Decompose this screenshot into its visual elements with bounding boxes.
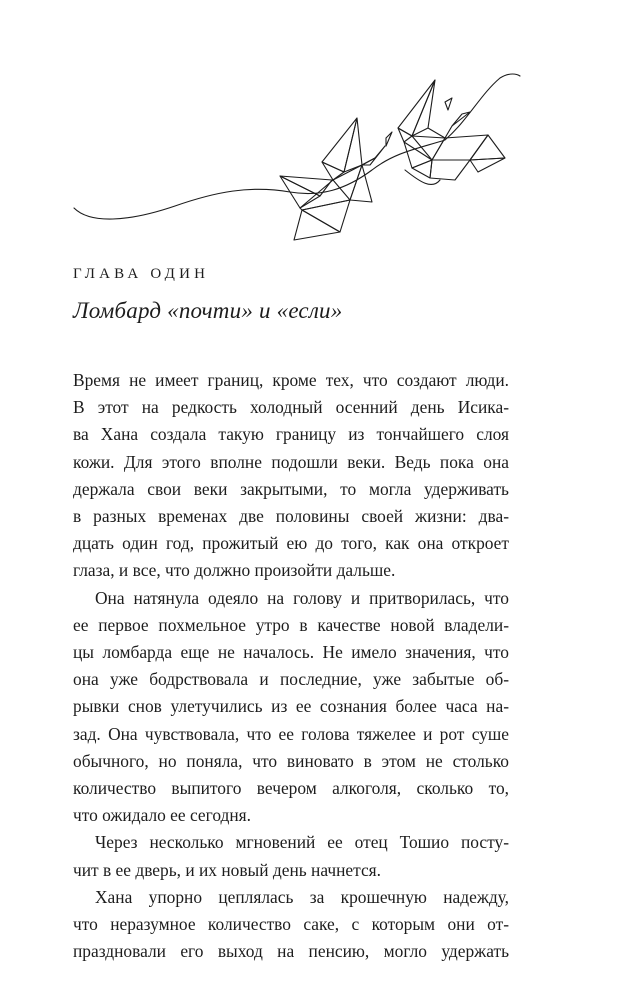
thread-tail — [405, 170, 440, 185]
text-line: она уже бодрствовала и последние, уже забытые об- — [73, 669, 509, 690]
paragraph — [73, 829, 509, 883]
text-line: рывки снов улетучились из ее сознания более часа на- — [73, 696, 509, 717]
text-line: Время не имеет границ, кроме тех, что создают люди. — [73, 370, 509, 390]
text-line: чит в ее дверь, и их новый день начнется. — [73, 859, 382, 880]
paragraph — [73, 367, 509, 585]
text-line: Хана упорно цеплялась за крошечную надежду, — [95, 886, 509, 907]
text-line: В этот на редкость холодный осенний день Исика- — [73, 397, 509, 418]
thread-line — [74, 74, 520, 219]
text-line: держала свои веки закрытыми, то могла удерживать — [73, 478, 509, 499]
text-line: обычного, но поняла, что виновато в этом не столько — [73, 750, 509, 771]
paragraph — [73, 884, 509, 966]
text-line: ва Хана создала такую границу из тончайшего слоя — [73, 424, 509, 445]
text-line: Через несколько мгновений ее отец Тошио посту- — [95, 832, 509, 853]
text-line: зад. Она чувствовала, что ее голова тяжелее и рот суше — [73, 723, 509, 744]
text-line: глаза, и все, что должно произойти дальше. — [73, 560, 396, 581]
text-line: цы ломбарда еще не началось. Не имело значения, что — [73, 642, 509, 663]
text-line: что неразумное количество саке, с которым они от- — [73, 914, 509, 935]
text-line: дцать один год, прожитый ею до того, как она откроет — [73, 533, 509, 554]
left-crane — [280, 118, 392, 240]
chapter-title: Ломбард «почти» и «если» — [73, 298, 343, 323]
origami-cranes-illustration — [0, 0, 619, 260]
text-line: Она натянула одеяло на голову и притворилась, что — [95, 587, 509, 608]
text-line: ее первое похмельное утро в качестве новой владели- — [73, 614, 509, 635]
paragraph — [73, 585, 509, 830]
text-line: кожи. Для этого вполне подошли веки. Ведь пока она — [73, 451, 509, 472]
right-crane — [398, 80, 505, 180]
chapter-label: ГЛАВА ОДИН — [73, 266, 210, 282]
text-line: что ожидало ее сегодня. — [73, 805, 252, 826]
text-line: количество выпитого вечером алкоголя, сколько то, — [73, 778, 509, 799]
body-text — [73, 367, 509, 965]
text-line: в разных временах две половины своей жизни: два- — [73, 506, 509, 527]
text-line: праздновали его выход на пенсию, могло удержать — [73, 941, 509, 962]
